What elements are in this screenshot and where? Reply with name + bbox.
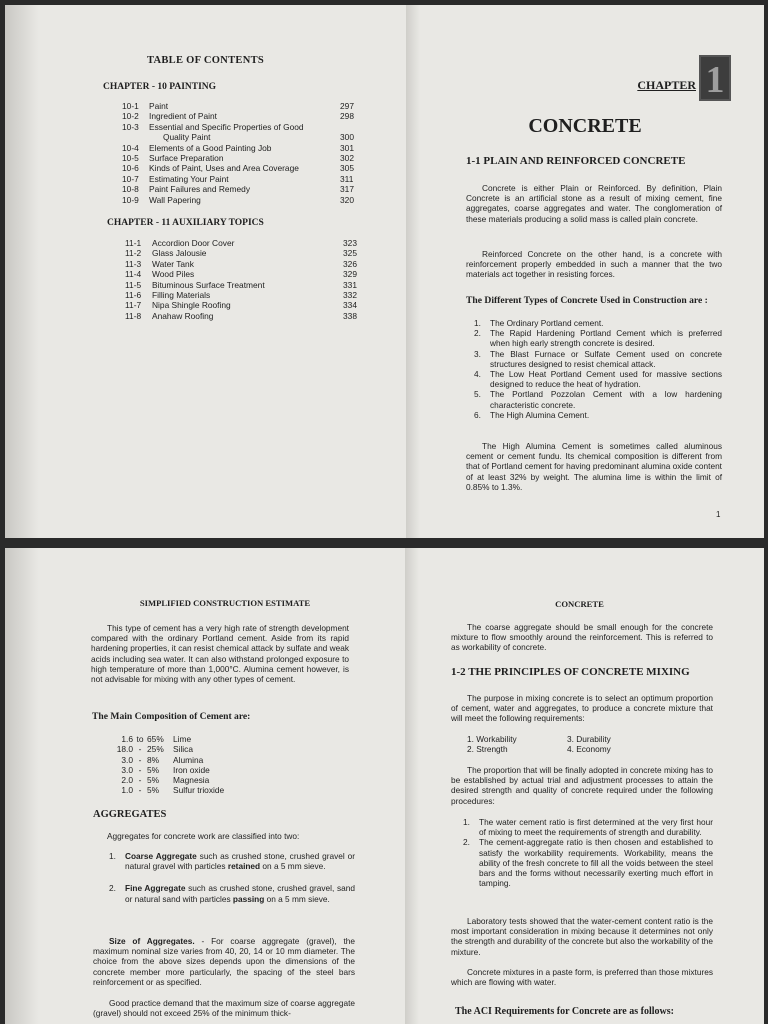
list-number: 1. [474,318,481,328]
toc-page: 332 [343,290,357,301]
running-head: SIMPLIFIED CONSTRUCTION ESTIMATE [139,598,311,608]
composition-cell: 18.0 [116,744,133,755]
toc-number: 11-3 [125,258,142,269]
toc-number: 10-5 [122,153,139,164]
list-number: 5. [474,389,481,400]
toc-number: 11-2 [125,248,142,259]
list-text: The High Alumina Cement. [490,409,590,420]
toc-number: 10-1 [122,101,139,111]
toc-number: 10-4 [122,142,139,153]
paragraph: The purpose in mixing concrete is to select an optimum proportion of cement, water and aggregates, to produce a concrete mixture that will meet the following requirements: [451,693,713,724]
composition-cell: 1.0 [121,785,133,796]
composition-cell: 5% [147,775,160,786]
toc-text: Accordion Door Cover [152,238,235,248]
toc-row [122,122,382,132]
paragraph: Concrete is either Plain or Reinforced. By definition, Plain Concrete is an artificial stone as a result of mixing cement, fine aggregates, coarse aggregates and water. The conglomeration of these materials producing a solid mass is called plain concrete. [466,183,722,224]
section-heading: 1-1 PLAIN AND REINFORCED CONCRETE [466,155,686,167]
composition-cell: 25% [147,744,164,755]
paragraph: Concrete mixtures in a paste form, is preferred than those mixtures which are flowing with water. [451,967,713,988]
toc-number: 11-6 [125,290,142,301]
toc-page [5,5,406,538]
page-number: 1 [716,510,721,519]
toc-page: 298 [340,111,354,122]
toc-text: Elements of a Good Painting Job [149,142,272,153]
composition-cell: - [138,775,142,786]
toc-text: Filling Materials [152,290,211,301]
list-item [474,349,722,369]
toc-row [122,132,382,142]
toc-text: Water Tank [152,258,194,269]
toc-row [125,259,385,269]
composition-row [113,765,273,775]
aggregates-heading: AGGREGATES [93,809,167,820]
section-heading: 1-2 THE PRINCIPLES OF CONCRETE MIXING [451,666,690,678]
paragraph: The High Alumina Cement is sometimes called aluminous cement or cement fundu. Its chemical composition is different from that of Portland cement for having predominant alumina oxide content of at least 32% by weight. The alumina lime is within the limit of 0.85% to 1.3%. [466,441,722,492]
aggregate-types-list [109,851,355,904]
list-item [474,410,722,420]
requirements-list [467,734,667,754]
toc-page: 317 [340,184,354,195]
toc-number: 10-9 [122,194,139,205]
toc-row [122,101,382,111]
toc-page: 311 [340,173,354,184]
composition-cell: 3.0 [121,764,133,775]
toc-row [122,163,382,173]
toc-row [122,184,382,194]
toc-text: Surface Preparation [149,153,224,164]
list-item [474,328,722,348]
composition-cell: 5% [147,764,160,775]
composition-cell: Sulfur trioxide [173,785,225,796]
list-text: The Portland Pozzolan Cement with a low hardening characteristic concrete. [490,389,722,410]
toc-number: 10-7 [122,173,139,184]
list-item [474,318,722,328]
toc-page: 302 [340,153,354,164]
requirement-item: 2. Strength [467,744,508,755]
toc-row [122,143,382,153]
composition-cell: - [138,754,142,765]
toc-row [122,111,382,121]
running-head: CONCRETE [555,599,604,609]
toc-number: 10-8 [122,184,139,195]
list-text: The Rapid Hardening Portland Cement which is preferred when high early strength concrete is desired. [490,328,722,349]
subheading: The Different Types of Concrete Used in Construction are : [466,295,708,306]
composition-cell: Lime [173,734,192,744]
toc-row [122,153,382,163]
toc-text: Glass Jalousie [152,248,207,259]
toc-number: 11-5 [125,279,142,290]
toc-text: Kinds of Paint, Uses and Area Coverage [149,163,299,174]
composition-cell: 65% [147,734,164,744]
toc-text: Essential and Specific Properties of Good [149,121,304,132]
list-item: 2. Fine Aggregate such as crushed stone, crushed gravel, sand or natural sand with particles passing on a 5 mm sieve. [109,883,355,904]
toc-number: 11-1 [125,238,142,248]
list-text: The cement-aggregate ratio is then chosen and established to satisfy the workability requirements. Workability, means the ability of the fresh concrete to fill all the voids between the steel bars and the forms without necessarily exerting much effort in tamping. [479,837,713,889]
toc-page: 329 [343,269,357,280]
subheading: The Main Composition of Cement are: [92,711,251,722]
composition-row [113,734,273,744]
toc-text: Wall Papering [149,194,201,205]
list-text: The Low Heat Portland Cement used for massive sections designed to reduce the heat of hydration. [490,369,722,390]
chapter-title: CONCRETE [528,115,642,137]
toc-row [125,280,385,290]
mixing-page [405,548,764,1024]
toc-text: Estimating Your Paint [149,173,229,184]
composition-cell: to [136,734,144,744]
toc-row [125,311,385,321]
composition-cell: - [138,785,142,796]
cement-types-list [474,318,722,420]
toc-page: 301 [340,142,354,153]
requirement-item: 3. Durability [567,734,611,744]
paragraph: Size of Aggregates. - For coarse aggregate (gravel), the maximum nominal size varies from 40, 20, 14 or 10 mm diameter. The choice from the above sizes depends upon the dimensions of the concrete member more particularly, the spacing of the steel bars reinforcement or as specified. [93,936,355,987]
chapter-page [406,5,764,538]
paragraph: Good practice demand that the maximum size of coarse aggregate (gravel) should not exceed 25% of the minimum thick- [93,998,355,1019]
composition-cell: Alumina [173,754,204,765]
list-number: 3. [474,348,481,359]
toc-row [125,238,385,248]
list-text: The Ordinary Portland cement. [490,318,604,328]
paragraph: Aggregates for concrete work are classified into two: [107,831,300,841]
chapter-10-heading: CHAPTER - 10 PAINTING [103,82,217,92]
requirement-item: 4. Economy [567,744,611,755]
paragraph: Laboratory tests showed that the water-cement content ratio is the most important consideration in mixing because it determines not only the strength and durability of the concrete but also the workability of the mixture. [451,916,713,957]
toc-number: 10-3 [122,121,139,132]
list-number: 2. [474,328,481,339]
composition-row [113,785,273,795]
list-item [474,389,722,409]
toc-text: Bituminous Surface Treatment [152,279,265,290]
paragraph: This type of cement has a very high rate of strength development compared with the ordinary Portland cement. Aside from its rapid hardening properties, it can resist chemical attack by sulfate and weak acids including sea water. It can also withstand prolonged exposure to high temperature of more than 1,000°C. Alumina cement however, is not advisable for mixing with any other types of cement. [91,623,349,685]
paragraph: Reinforced Concrete on the other hand, is a concrete with reinforcement properly embedded in such a manner that the two materials act together in resisting forces. [466,249,722,280]
toc-page: 325 [343,248,357,259]
toc-page: 300 [340,132,354,143]
subheading: The ACI Requirements for Concrete are as follows: [455,1006,674,1017]
composition-cell: - [138,764,142,775]
toc-page: 323 [343,238,357,248]
composition-cell: Iron oxide [173,764,210,775]
toc-text: Ingredient of Paint [149,111,217,122]
chapter-label: CHAPTER [637,78,696,92]
list-item [463,817,713,837]
list-number: 2. [463,837,470,848]
composition-cell: Magnesia [173,775,210,786]
chapter-11-heading: CHAPTER - 11 AUXILIARY TOPICS [107,218,264,228]
list-number: 6. [474,409,481,420]
list-number: 4. [474,369,481,380]
composition-cell: 5% [147,785,160,796]
toc-number: 10-6 [122,163,139,174]
toc-page: 331 [343,279,357,290]
paragraph: The proportion that will be finally adopted in concrete mixing has to be established by actual trial and adjustment processes to attain the desired strength and quality of concrete required under the following procedures: [451,765,713,806]
list-text: The water cement ratio is first determined at the very first hour of mixing to meet the requirements of strength and durability. [479,817,713,838]
toc-text: Paint [149,101,169,111]
toc-text: Nipa Shingle Roofing [152,300,231,311]
toc-title: TABLE OF CONTENTS [146,55,265,66]
toc-number: 11-8 [125,310,142,321]
requirement-item: 1. Workability [467,734,517,744]
list-item [463,837,713,888]
composition-cell: 1.6 [121,734,133,744]
toc-page: 305 [340,163,354,174]
list-item [474,369,722,389]
paragraph: The coarse aggregate should be small enough for the concrete mixture to flow smoothly around the reinforcement. This is referred to as workability of concrete. [451,622,713,653]
toc-row [122,195,382,205]
estimate-page [5,548,405,1024]
composition-cell: 8% [147,754,160,765]
toc-row [125,300,385,310]
composition-row [113,755,273,765]
composition-row [113,775,273,785]
toc-page: 320 [340,194,354,205]
toc-page: 338 [343,310,357,321]
toc-text: Wood Piles [152,269,195,280]
procedures-list [463,817,713,888]
composition-row [113,744,273,754]
toc-row [122,174,382,184]
toc-page: 326 [343,258,357,269]
composition-list [113,734,273,796]
composition-cell: - [138,744,142,755]
chapter-number: 1 [699,55,731,101]
composition-cell: 3.0 [121,754,133,765]
chapter-11-list [125,238,385,321]
toc-number: 11-7 [125,300,142,311]
composition-cell: Silica [173,744,194,755]
list-text: The Blast Furnace or Sulfate Cement used on concrete structures designed to resist chemical attack. [490,348,722,369]
toc-page: 334 [343,300,357,311]
toc-number [122,132,149,142]
toc-text: Anahaw Roofing [152,310,214,321]
toc-row [125,269,385,279]
chapter-10-list [122,101,382,205]
toc-text: Quality Paint [163,132,211,143]
list-item: 1. Coarse Aggregate such as crushed stone, crushed gravel or natural gravel with particles retained on a 5 mm sieve. [109,851,355,872]
toc-row [125,248,385,258]
toc-row [125,290,385,300]
list-number: 1. [463,817,470,827]
toc-page: 297 [340,101,354,111]
composition-cell: 2.0 [121,775,133,786]
toc-number: 10-2 [122,111,139,122]
toc-text: Paint Failures and Remedy [149,184,251,195]
toc-number: 11-4 [125,269,142,280]
